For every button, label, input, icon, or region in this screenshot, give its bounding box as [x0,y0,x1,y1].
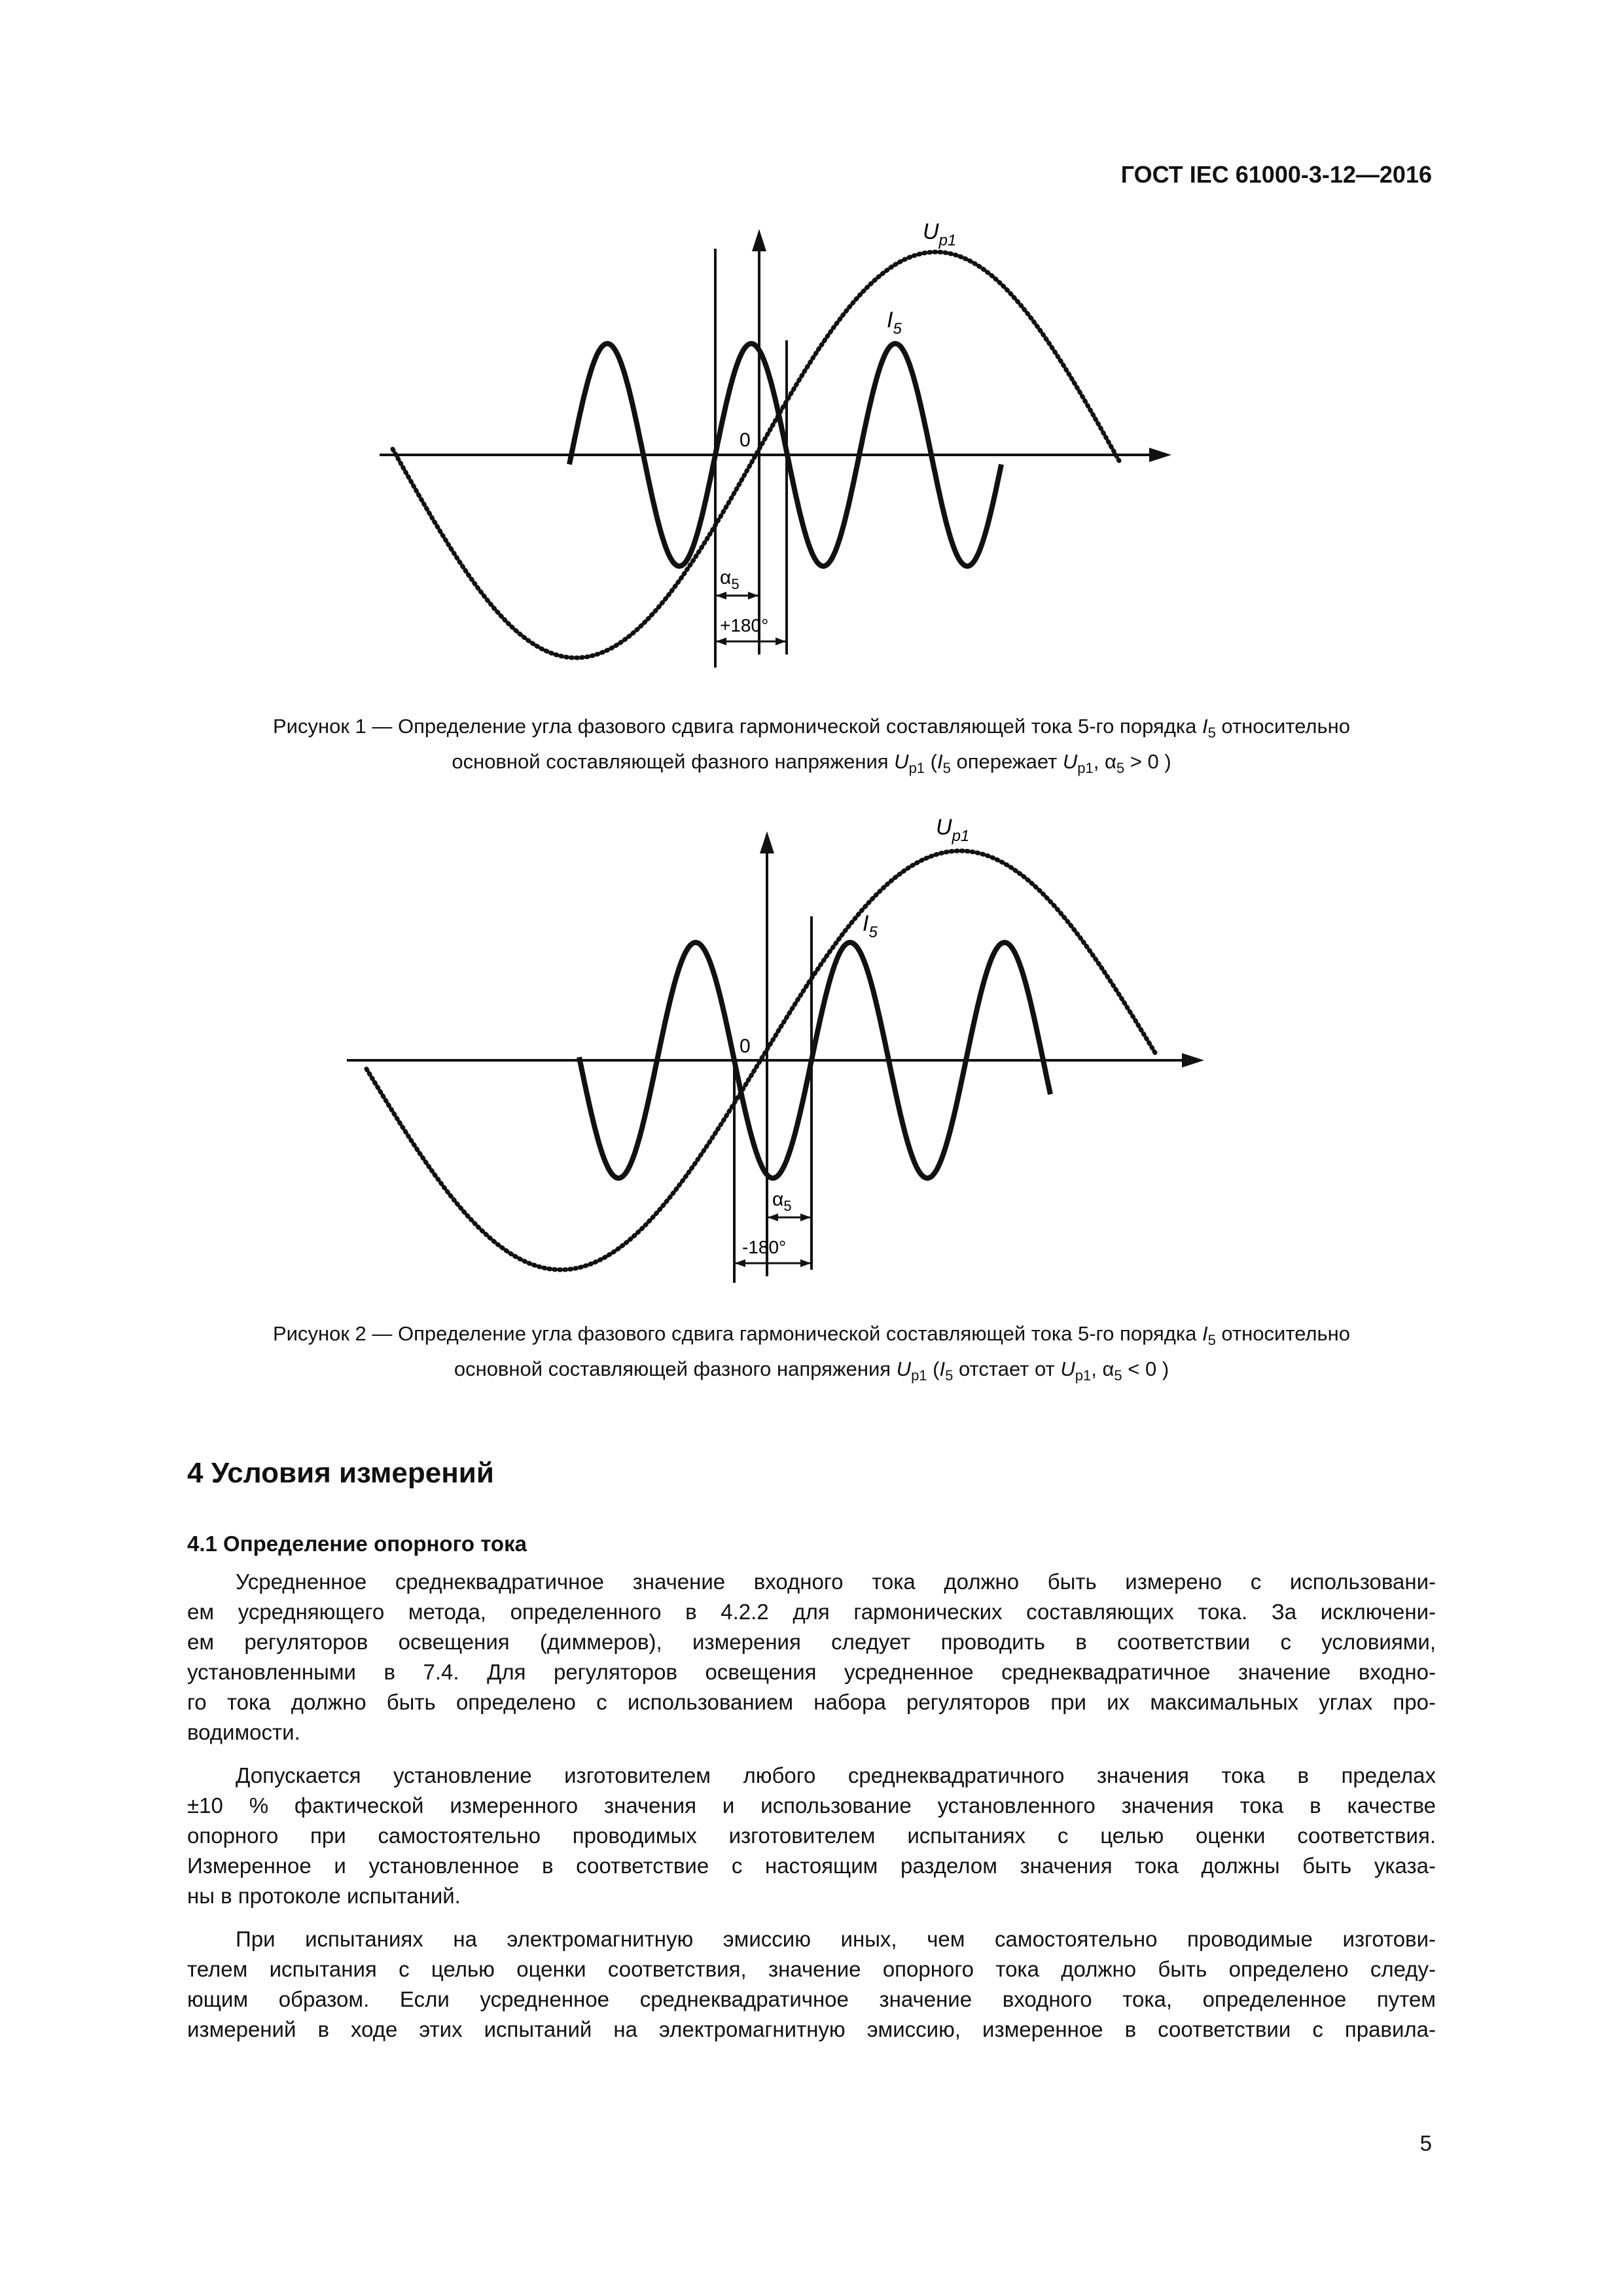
paragraph-line: Усредненное среднеквадратичное значение входного тока должно быть измерено с использовани- [236,1570,1436,1594]
x-axis-arrow-icon [1149,448,1171,462]
paragraph-line: Допускается установление изготовителем любого среднеквадратичного значения тока в пределах [236,1763,1436,1787]
subsection-title: 4.1 Определение опорного тока [187,1532,527,1556]
origin-label: 0 [740,1035,751,1057]
paragraph-line: установленными в 7.4. Для регуляторов освещения усредненное среднеквадратичное значение входно- [187,1660,1436,1684]
angle-label: -180° [742,1237,787,1257]
paragraph-line: ±10 % фактической измеренного значения и использование установленного значения тока в качестве [187,1793,1436,1818]
current-label: $I_5$ [863,911,878,941]
paragraph-line: ющим образом. Если усредненное среднеквадратичное значение входного тока, определенное путем [187,1987,1436,2011]
paragraph-2 [187,1761,1436,1911]
alpha-label: $\alpha_5$ [720,567,740,592]
paragraph-line: ем усредняющего метода, определенного в 4.2.2 для гармонических составляющих тока. За исключени- [187,1600,1436,1624]
current-label: $I_5$ [887,308,902,338]
y-axis-arrow-icon [760,831,774,853]
paragraph-line: ем регуляторов освещения (диммеров), измерения следует проводить в соответствии с условиями, [187,1630,1436,1654]
paragraph-line: При испытаниях на электромагнитную эмиссию иных, чем самостоятельно проводимые изготови- [236,1927,1436,1951]
paragraph-line: го тока должно быть определено с использованием набора регуляторов при их максимальных углах про- [187,1690,1436,1714]
angle-label: +180° [720,615,769,636]
paragraph-line: опорного при самостоятельно проводимых изготовителем испытаниях с целью оценки соответствия. [187,1823,1436,1848]
paragraph-line: ны в протоколе испытаний. [187,1884,461,1908]
paragraph-line: телем испытания с целью оценки соответствия, значение опорного тока должно быть определено следу- [187,1957,1436,1981]
y-axis-arrow-icon [752,229,766,251]
x-axis-arrow-icon [1182,1053,1204,1067]
figure-1-caption: Рисунок 1 — Определение угла фазового сдвига гармонической составляющей тока 5-го порядка $I_5$ относительно основной составляющей фазного напряжения $U_{p1}$ ($I_5$ опережает $U_{p1}$, $\alpha_5 > 0$ ) [272,715,1351,777]
voltage-label: $U_{p1}$ [923,219,957,249]
figure-1 [0,209,1623,697]
paragraph-3 [187,1924,1436,2045]
figure-2-diagram [0,818,1623,1302]
section-title: 4 Условия измерений [187,1457,494,1489]
paragraph-line: измерений в ходе этих испытаний на электромагнитную эмиссию, измеренное в соответствии с правила- [187,2017,1436,2041]
paragraph-line: Измеренное и установленное в соответствие с настоящим разделом значения тока должны быть указа- [187,1854,1436,1878]
figure-1-diagram [0,209,1623,694]
voltage-label: $U_{p1}$ [936,818,970,845]
paragraph-1 [187,1567,1436,1748]
paragraph-line: водимости. [187,1720,300,1744]
figure-2 [0,818,1623,1306]
figure-2-caption: Рисунок 2 — Определение угла фазового сдвига гармонической составляющей тока 5-го порядка $I_5$ относительно основной составляющей фазного напряжения $U_{p1}$ ($I_5$ отстает от $U_{p1}$, $\alpha_5 < 0$ ) [272,1322,1351,1384]
document-header: ГОСТ IEC 61000-3-12—2016 [1120,161,1432,188]
page-number: 5 [1419,2131,1432,2155]
origin-label: 0 [740,429,751,451]
alpha-label: $\alpha_5$ [772,1189,792,1214]
